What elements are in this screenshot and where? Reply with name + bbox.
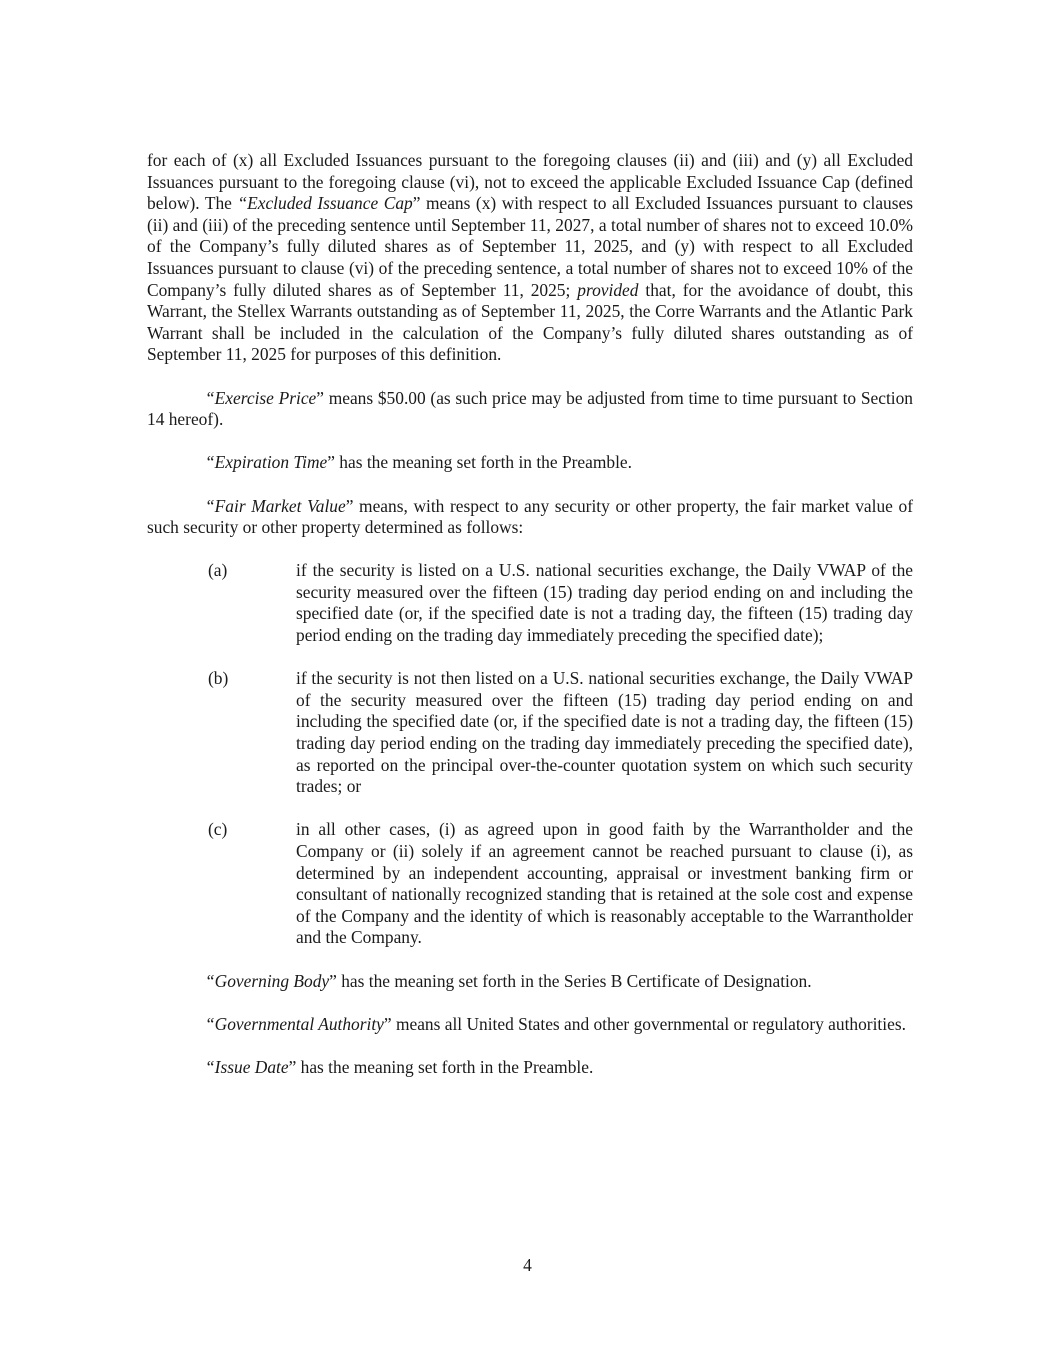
- exercise-price-definition: [147, 388, 913, 431]
- definition-text: ” has the meaning set forth in the Preamble.: [288, 1056, 594, 1077]
- definition-text: ” means all United States and other governmental or regulatory authorities.: [383, 1013, 906, 1034]
- list-item-text: if the security is listed on a U.S. national securities exchange, the Daily VWAP of the security measured over the fifteen (15) trading day period ending on and including the specified date (or, if the specified date is not a trading day, the fifteen (15) trading day period ending on the trading day immediately preceding the specified date);: [296, 560, 913, 646]
- list-item-text: in all other cases, (i) as agreed upon in good faith by the Warrantholder and the Company or (ii) solely if an agreement cannot be reached pursuant to clause (i), as determined by an independent accounting, appraisal or investment banking firm or consultant of nationally recognized standing that is retained at the sole cost and expense of the Company and the identity of which is reasonably acceptable to the Warrantholder and the Company.: [296, 819, 913, 948]
- list-marker: (c): [208, 819, 228, 840]
- expiration-time-definition: [147, 452, 913, 474]
- definition-text: ” means, with respect to any security or other property, the fair market value of such security or other property determined as follows:: [147, 495, 913, 538]
- defined-term: “Issue Date: [205, 1056, 289, 1077]
- proviso-term: provided: [577, 279, 639, 300]
- definition-text: ” has the meaning set forth in the Preamble.: [327, 452, 632, 473]
- list-item-text: if the security is not then listed on a U.S. national securities exchange, the Daily VWAP of the security measured over the fifteen (15) trading day period ending on and including the specified date (or, if the specified date is not a trading day, the fifteen (15) trading day period ending on the trading day immediately preceding the specified date), as reported on the principal over-the-counter quotation system on which such security trades; or: [296, 668, 913, 797]
- defined-term: “Excluded Issuance Cap: [237, 193, 413, 214]
- governmental-authority-definition: [147, 1014, 913, 1036]
- fair-market-value-definition: [147, 496, 913, 539]
- document-body: [147, 150, 913, 1079]
- defined-term: “Governing Body: [205, 970, 330, 991]
- defined-term: “Expiration Time: [205, 452, 328, 473]
- list-marker: (b): [208, 668, 229, 689]
- list-item: [208, 668, 913, 798]
- paragraph-text: ” means (x) with respect to all Excluded Issuances pursuant to clauses (ii) and (iii) of the preceding sentence until September 11, 2027, a total number of shares not to exceed 10.0% of the Company’s fully diluted shares as of September 11, 2025, and (y) with respect to all Excluded Issuances pursuant to clause (vi) of the preceding sentence, a total number of shares not to exceed 10% of the Company’s fully diluted shares as of September 11, 2025;: [147, 193, 914, 300]
- defined-term: “Exercise Price: [205, 387, 317, 408]
- paragraph-text: that, for the avoidance of doubt, this Warrant, the Stellex Warrants outstanding as of September 11, 2025, the Corre Warrants and the Atlantic Park Warrant shall be included in the calculation of the Company’s fully diluted shares outstanding as of September 11, 2025 for purposes of this definition.: [147, 279, 913, 365]
- issue-date-definition: [147, 1057, 913, 1079]
- defined-term: “Fair Market Value: [205, 495, 346, 516]
- page-number: 4: [523, 1255, 532, 1275]
- list-item: [208, 819, 913, 949]
- excluded-issuance-cap-paragraph: [147, 150, 913, 366]
- definition-text: ” means $50.00 (as such price may be adjusted from time to time pursuant to Section 14 hereof).: [147, 387, 913, 430]
- governing-body-definition: [147, 971, 913, 993]
- paragraph-text: for each of (x) all Excluded Issuances pursuant to the foregoing clauses (ii) and (iii) and (y) all Excluded Issuances pursuant to the foregoing clause (vi), not to exceed the applicable Excluded Issuance Cap (defined below). The: [147, 150, 913, 214]
- list-item: [208, 560, 913, 646]
- defined-term: “Governmental Authority: [205, 1013, 384, 1034]
- definition-text: ” has the meaning set forth in the Series B Certificate of Designation.: [329, 970, 812, 991]
- list-marker: (a): [208, 560, 228, 581]
